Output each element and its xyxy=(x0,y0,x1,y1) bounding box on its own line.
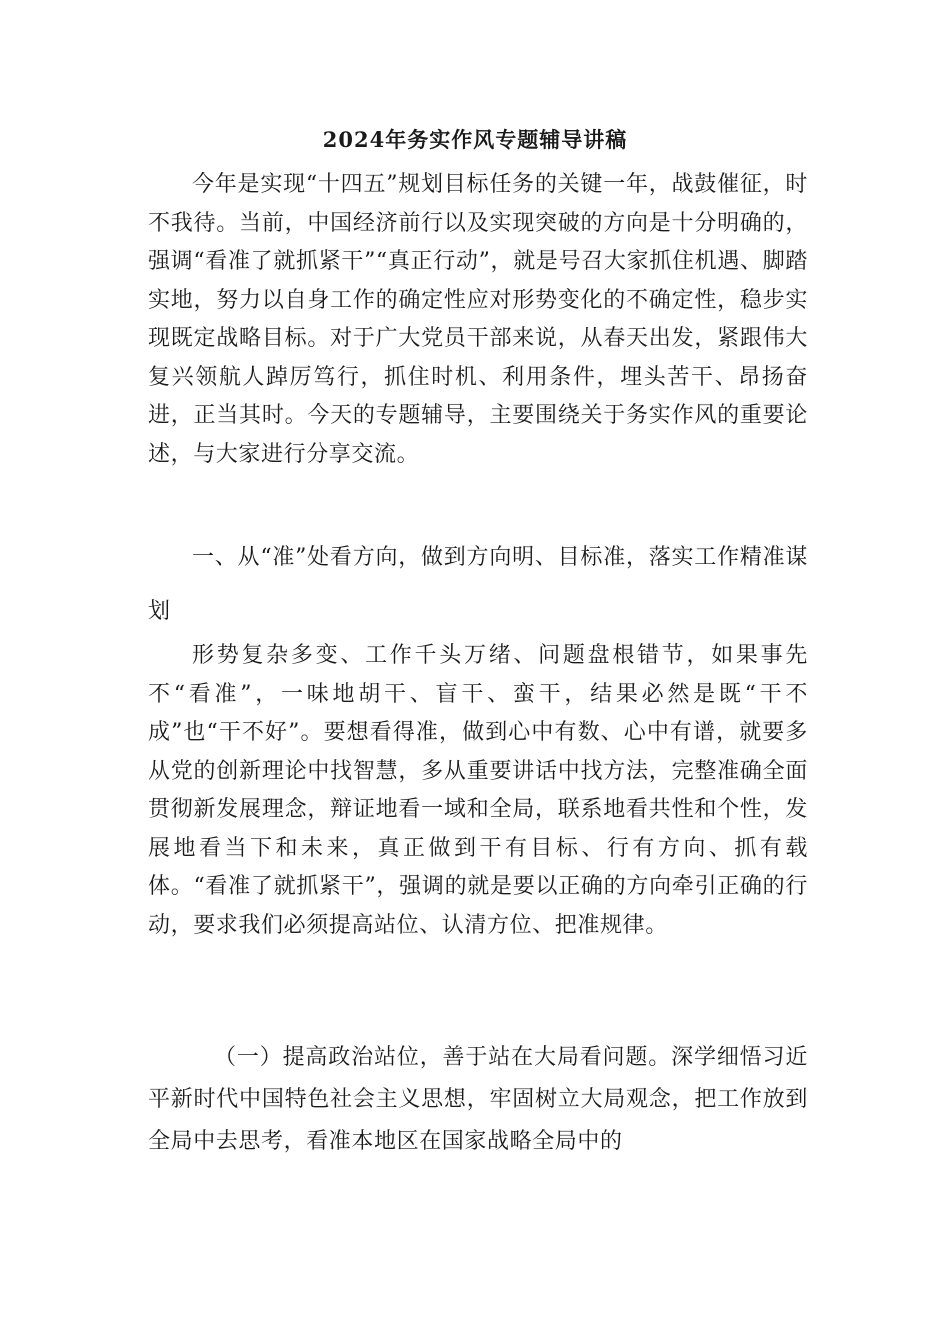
subsection-paragraph: （一）提高政治站位，善于站在大局看问题。深学细悟习近平新时代中国特色社会主义思想，牢固树立大局观念，把工作放到全局中去思考，看准本地区在国家战略全局中的 xyxy=(148,1045,808,1154)
section-heading-one: 一、从“准”处看方向，做到方向明、目标准，落实工作精准谋划 xyxy=(148,545,808,624)
document-title: 2024年务实作风专题辅导讲稿 xyxy=(322,127,628,152)
body-paragraph: 形势复杂多变、工作千头万绪、问题盘根错节，如果事先不“看准”，一味地胡干、盲干、蛮干，结果必然是既“干不成”也“干不好”。要想看得准，做到心中有数、心中有谱，就要多从党的创新理论中找智慧，多从重要讲话中找方法，完整准确全面贯彻新发展理念，辩证地看一域和全局，联系地看共性和个性，发展地看当下和未来，真正做到干有目标、行有方向、抓有载体。“看准了就抓紧干”，强调的就是要以正确的方向牵引正确的行动，要求我们必须提高站位、认清方位、把准规律。 xyxy=(148,643,808,938)
intro-paragraph: 今年是实现“十四五”规划目标任务的关键一年，战鼓催征，时不我待。当前，中国经济前行以及实现突破的方向是十分明确的，强调“看准了就抓紧干”“真正行动”，就是号召大家抓住机遇、脚踏实地，努力以自身工作的确定性应对形势变化的不确定性，稳步实现既定战略目标。对于广大党员干部来说，从春天出发，紧跟伟大复兴领航人踔厉笃行，抓住时机、利用条件，埋头苦干、昂扬奋进，正当其时。今天的专题辅导，主要围绕关于务实作风的重要论述，与大家进行分享交流。 xyxy=(148,172,808,467)
